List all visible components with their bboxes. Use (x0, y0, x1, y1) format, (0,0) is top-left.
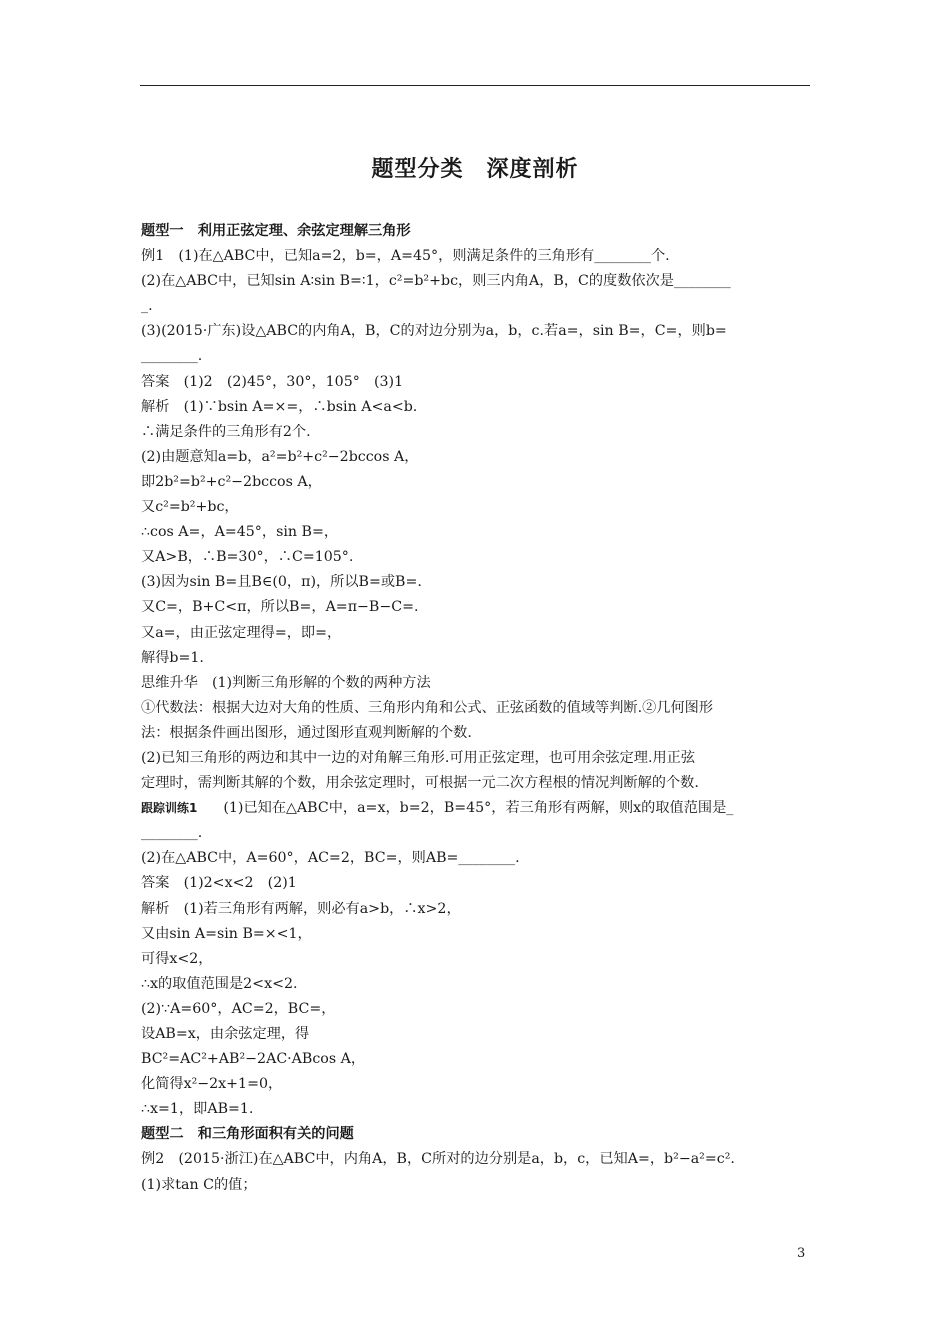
text-line: 又C=，B+C<π，所以B=，A=π−B−C=. (141, 599, 419, 616)
text-line: 定理时，需判断其解的个数，用余弦定理时，可根据一元二次方程根的情况判断解的个数. (141, 775, 699, 792)
text-line: 思维升华 (1)判断三角形解的个数的两种方法 (141, 674, 431, 691)
text-line: (2)在△ABC中，已知sin A∶sin B=∶1，c²=b²+bc，则三内角A，B，C的度数依次是________ (141, 273, 731, 290)
text-line: 法：根据条件画出图形，通过图形直观判断解的个数. (141, 724, 472, 741)
text-line: (2)由题意知a=b，a²=b²+c²−2bccos A， (141, 448, 419, 465)
document-body (141, 219, 811, 1198)
text-line: (1)求tan C的值； (141, 1176, 257, 1193)
text-line: _. (141, 298, 153, 315)
section-heading: 题型二 和三角形面积有关的问题 (141, 1126, 354, 1143)
text-line: (3)(2015·广东)设△ABC的内角A，B，C的对边分别为a，b，c.若a=，sin B=，C=，则b= (141, 323, 727, 340)
text-line: 解析 (1)若三角形有两解，则必有a>b，∴x>2， (141, 900, 461, 917)
text-line: ________. (141, 825, 203, 842)
text-line: 设AB=x，由余弦定理，得 (141, 1026, 310, 1042)
text-line: 解得b=1. (141, 649, 204, 666)
text-line: ①代数法：根据大边对大角的性质、三角形内角和公式、正弦函数的值域等判断.②几何图形 (141, 699, 714, 716)
text-line (141, 796, 811, 821)
text-line: 又A>B，∴B=30°，∴C=105°. (141, 549, 354, 566)
text-line: 可得x<2， (141, 950, 213, 967)
text-line: 答案 (1)2 (2)45°，30°，105° (3)1 (141, 373, 404, 390)
text-line: 化简得x²−2x+1=0， (141, 1076, 283, 1093)
text-line: ∴x的取值范围是2<x<2. (141, 975, 298, 992)
text-line: (3)因为sin B=且B∈(0，π)，所以B=或B=. (141, 574, 422, 591)
text-line: ∴cos A=，A=45°，sin B=， (141, 524, 339, 541)
text-line: ∴x=1，即AB=1. (141, 1101, 254, 1118)
text-line: 例1 (1)在△ABC中，已知a=2，b=，A=45°，则满足条件的三角形有________个. (141, 248, 670, 265)
text-line: (2)已知三角形的两边和其中一边的对角解三角形.可用正弦定理，也可用余弦定理.用正弦 (141, 749, 696, 766)
text-line: 例2 (2015·浙江)在△ABC中，内角A，B，C所对的边分别是a，b，c，已知A=，b²−a²=c². (141, 1151, 735, 1168)
exercise-text: (1)已知在△ABC中，a=x，b=2，B=45°，若三角形有两解，则x的取值范围是_ (223, 800, 734, 817)
section-heading: 题型一 利用正弦定理、余弦定理解三角形 (141, 223, 411, 239)
text-line: ∴满足条件的三角形有2个. (141, 423, 311, 440)
text-line: ________. (141, 348, 203, 365)
text-line: 答案 (1)2<x<2 (2)1 (141, 875, 297, 892)
text-line: BC²=AC²+AB²−2AC·ABcos A， (141, 1051, 366, 1068)
text-line: 又由sin A=sin B=×<1， (141, 925, 312, 942)
text-line: 即2b²=b²+c²−2bccos A， (141, 473, 322, 490)
text-line: 又c²=b²+bc， (141, 499, 239, 516)
page-number: 3 (797, 1246, 806, 1261)
text-line: 又a=，由正弦定理得=，即=， (141, 624, 342, 641)
text-line: (2)在△ABC中，A=60°，AC=2，BC=，则AB=________. (141, 850, 520, 867)
header-rule (140, 85, 810, 86)
section-title: 题型分类 深度剖析 (371, 157, 579, 182)
text-line: (2)∵A=60°，AC=2，BC=， (141, 1000, 336, 1017)
text-line: 解析 (1)∵bsin A=×=，∴bsin A<a<b. (141, 398, 418, 415)
exercise-tag: 跟踪训练1 (141, 801, 198, 816)
